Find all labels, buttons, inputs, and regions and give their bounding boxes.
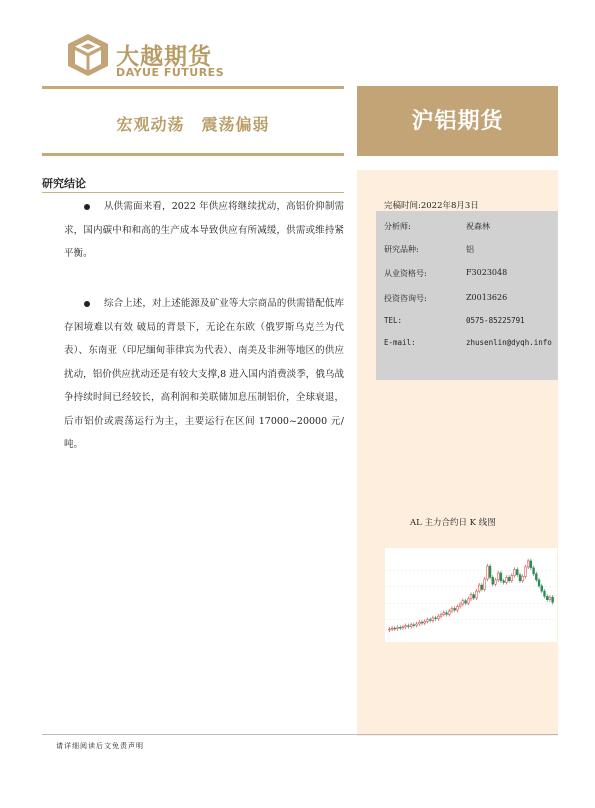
footer-divider [42, 734, 558, 735]
tel-label: TEL: [384, 316, 403, 325]
report-subtitle: 宏观动荡 震荡偏弱 [116, 115, 270, 134]
candle-body [478, 585, 480, 591]
candle-body [514, 570, 516, 576]
candle-body [391, 628, 393, 629]
consulting-label: 投资咨询号: [384, 294, 427, 303]
candle-body [516, 570, 518, 575]
footer-disclaimer: 请详细阅读后文免责声明 [56, 742, 144, 750]
candle-body [456, 607, 458, 610]
conclusion-paragraph-2: 综合上述，对上述能源及矿业等大宗商品的供需错配低库存困境难以有效 破局的背景下，无论在东欧（俄罗斯乌克兰为代表）、东南亚（印尼缅甸菲律宾为代表）、南美及非洲等地区的供应扰动，铝价供应扰动还是有较大支撑,8 进入国内消费淡季，俄乌战争持续时间已经较长，高利润和美联储加息压制铝价，全球衰退，后市铝价或震荡运行为主，主要运行在区间 17000~20000 元/吨。 [64, 298, 344, 450]
candle-body [388, 629, 390, 630]
candle-body [437, 616, 439, 619]
qualification-label: 从业资格号: [384, 269, 427, 278]
analyst-label: 分析师: [384, 222, 411, 231]
qualification-value: F3023048 [466, 268, 508, 277]
candle-body [519, 575, 521, 581]
candle-body [429, 620, 431, 621]
candle-body [527, 561, 529, 567]
logo-text-cn: 大越期货 [116, 44, 212, 70]
dayue-logo-icon [66, 32, 110, 78]
candle-body [424, 621, 426, 623]
chart-caption: AL 主力合约日 K 线图 [410, 518, 496, 528]
candle-body [495, 580, 497, 584]
header-rule-top [42, 86, 344, 89]
candle-body [440, 614, 442, 616]
completion-time: 完稿时间:2022年8月3日 [384, 201, 479, 211]
candle-body [402, 627, 404, 628]
company-logo [66, 32, 226, 82]
candle-body [475, 591, 477, 598]
candle-body [505, 577, 507, 582]
kline-chart [385, 548, 557, 642]
variety-value: 铝 [466, 245, 474, 254]
candle-body [397, 627, 399, 628]
section-divider [42, 192, 344, 193]
candle-body [446, 613, 448, 615]
candle-body [486, 566, 488, 579]
candle-body [465, 601, 467, 604]
email-value: zhusenlin@dyqh.info [466, 338, 552, 347]
candle-body [489, 566, 491, 577]
candle-body [497, 573, 499, 580]
consulting-value: Z0013626 [466, 293, 508, 302]
candle-body [522, 576, 524, 580]
candle-body [549, 597, 551, 600]
candle-body [481, 585, 483, 589]
conclusion-paragraph-1: 从供需面来看，2022 年供应将继续扰动，高铝价抑制需求，国内碳中和和高的生产成本导致供应有所减缓，供需或维持紧平衡。 [64, 201, 344, 259]
candle-body [443, 613, 445, 615]
candle-body [511, 576, 513, 581]
candle-body [538, 580, 540, 586]
candle-body [413, 625, 415, 626]
candle-body [435, 618, 437, 619]
candle-body [448, 611, 450, 614]
candle-body [484, 579, 486, 589]
candle-body [394, 628, 396, 629]
candle-body [492, 577, 494, 584]
candle-body [503, 581, 505, 583]
candle-body [552, 597, 554, 602]
candle-body [473, 595, 475, 598]
candle-body [535, 574, 537, 580]
candle-body [462, 601, 464, 604]
candle-body [470, 595, 472, 599]
candle-body [418, 622, 420, 624]
analyst-value: 祝森林 [466, 222, 490, 231]
logo-text-en: DAYUE FUTURES [116, 66, 225, 79]
candle-body [546, 596, 548, 599]
candle-body [544, 591, 546, 596]
candle-body [427, 620, 429, 622]
candle-body [459, 604, 461, 607]
candle-body [533, 568, 535, 574]
candle-body [467, 599, 469, 603]
candle-body [399, 627, 401, 628]
section-title: 研究结论 [42, 177, 86, 190]
email-label: E-mail: [384, 338, 416, 347]
candle-body [451, 608, 453, 611]
candle-body [508, 577, 510, 580]
variety-label: 研究品种: [384, 245, 419, 254]
candle-body [500, 573, 502, 581]
candle-body [421, 622, 423, 623]
tel-value: 0575-85225791 [466, 316, 525, 325]
candle-body [416, 624, 418, 625]
product-title: 沪铝期货 [411, 109, 504, 134]
candle-body [407, 626, 409, 627]
candle-body [432, 618, 434, 621]
candle-body [524, 567, 526, 576]
candle-body [530, 561, 532, 568]
candle-body [454, 608, 456, 610]
candle-body [541, 586, 543, 591]
candle-body [405, 626, 407, 627]
header-rule-bottom [42, 153, 344, 156]
candle-body [410, 625, 412, 627]
